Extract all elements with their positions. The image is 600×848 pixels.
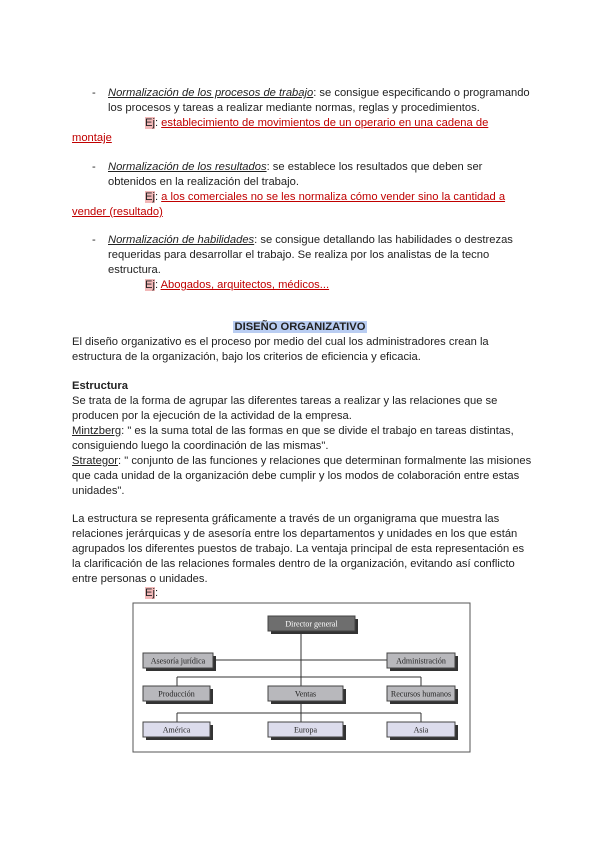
box-label: América <box>162 725 191 735</box>
example-text: vender (resultado) <box>72 206 163 218</box>
bullet-line: requeridas para desarrollar el trabajo. Se realiza por los analistas de la tecno <box>108 249 490 261</box>
organigrama-line: agrupados los diferentes puestos de trabajo. La ventaja principal de esta representación es <box>72 543 525 555</box>
organigrama-line: la clarificación de las relaciones formales dentro de la organización, evitando así conflicto <box>72 558 515 570</box>
box-region <box>268 722 346 740</box>
box-label: Europa <box>293 725 318 735</box>
mintzberg-quote: consiguiendo luego la coordinación de las mismas". <box>72 440 329 452</box>
example-text: Abogados, arquitectos, médicos... <box>160 279 330 291</box>
box-department <box>268 686 346 704</box>
box-department <box>143 686 213 704</box>
ej-final: Ej: <box>145 587 159 599</box>
box-director <box>268 616 358 634</box>
bullet-rest: : se consigue especificando o programando <box>313 87 530 99</box>
ej-label: Ej <box>145 587 155 599</box>
ej-label: Ej <box>145 117 155 129</box>
mintzberg-label: Mintzberg <box>72 425 122 437</box>
example-text: a los comerciales no se les normaliza cómo vender sino la cantidad a <box>161 191 506 203</box>
example-line: Ej: establecimiento de movimientos de un operario en una cadena de <box>145 117 489 129</box>
ej-label: Ej <box>145 191 155 203</box>
bullet-term: Normalización de habilidades <box>108 234 255 246</box>
example-text: montaje <box>72 132 112 144</box>
strategor-quote: : " conjunto de las funciones y relaciones que determinan formalmente las misiones <box>118 455 532 467</box>
ej-label: Ej <box>145 279 155 291</box>
box-label: Ventas <box>294 689 317 699</box>
bullet-term: Normalización de los resultados <box>108 161 267 173</box>
organigrama-line: relaciones jerárquicas y de asesoría entre los departamentos y unidades en los que están <box>72 528 518 540</box>
box-department <box>387 686 458 704</box>
box-region <box>143 722 213 740</box>
box-label: Asesoría jurídica <box>150 656 206 666</box>
box-label: Asia <box>413 725 429 735</box>
example-line: Ej: Abogados, arquitectos, médicos... <box>145 279 330 291</box>
section-title: DISEÑO ORGANIZATIVO <box>234 321 366 333</box>
mintzberg-quote: : " es la suma total de las formas en que se divide el trabajo en tareas distintas, <box>121 425 514 437</box>
box-label: Administración <box>396 656 446 666</box>
bullet-line: estructura. <box>108 264 161 276</box>
estructura-line: Se trata de la forma de agrupar las diferentes tareas a realizar y las relaciones que se <box>72 395 498 407</box>
intro-line: El diseño organizativo es el proceso por medio del cual los administradores crean la <box>72 336 489 348</box>
bullet-line: los procesos y tareas a realizar mediante normas, reglas y procedimientos. <box>108 102 480 114</box>
estructura-line: producen por la ejecución de la actividad de la empresa. <box>72 410 352 422</box>
box-staff <box>143 653 216 671</box>
bullet-rest: : se establece los resultados que deben ser <box>266 161 483 173</box>
bullet-dash: - <box>92 161 96 173</box>
box-label: Recursos humanos <box>390 689 452 699</box>
organigrama-line: entre personas o unidades. <box>72 573 208 585</box>
box-label: Director general <box>285 619 338 629</box>
bullet-dash: - <box>92 87 96 99</box>
strategor-label: Strategor <box>72 455 119 467</box>
box-region <box>387 722 458 740</box>
bullet-rest: : se consigue detallando las habilidades o destrezas <box>254 234 513 246</box>
bullet-dash: - <box>92 234 96 246</box>
box-staff <box>387 653 458 671</box>
example-text: establecimiento de movimientos de un operario en una cadena de <box>161 117 489 129</box>
strategor-quote: unidades". <box>72 485 125 497</box>
bullet-line: obtenidos en la realización del trabajo. <box>108 176 299 188</box>
example-line: Ej: a los comerciales no se les normaliza cómo vender sino la cantidad a <box>145 191 506 203</box>
box-label: Producción <box>158 689 195 699</box>
bullet-term: Normalización de los procesos de trabajo <box>108 87 314 99</box>
estructura-heading: Estructura <box>72 380 128 392</box>
organigrama-line: La estructura se representa gráficamente a través de un organigrama que muestra las <box>72 513 500 525</box>
strategor-quote: que cada unidad de la organización debe cumplir y los modos de colaboración entre estas <box>72 470 520 482</box>
intro-line: estructura de la organización, bajo los criterios de eficiencia y eficacia. <box>72 351 421 363</box>
